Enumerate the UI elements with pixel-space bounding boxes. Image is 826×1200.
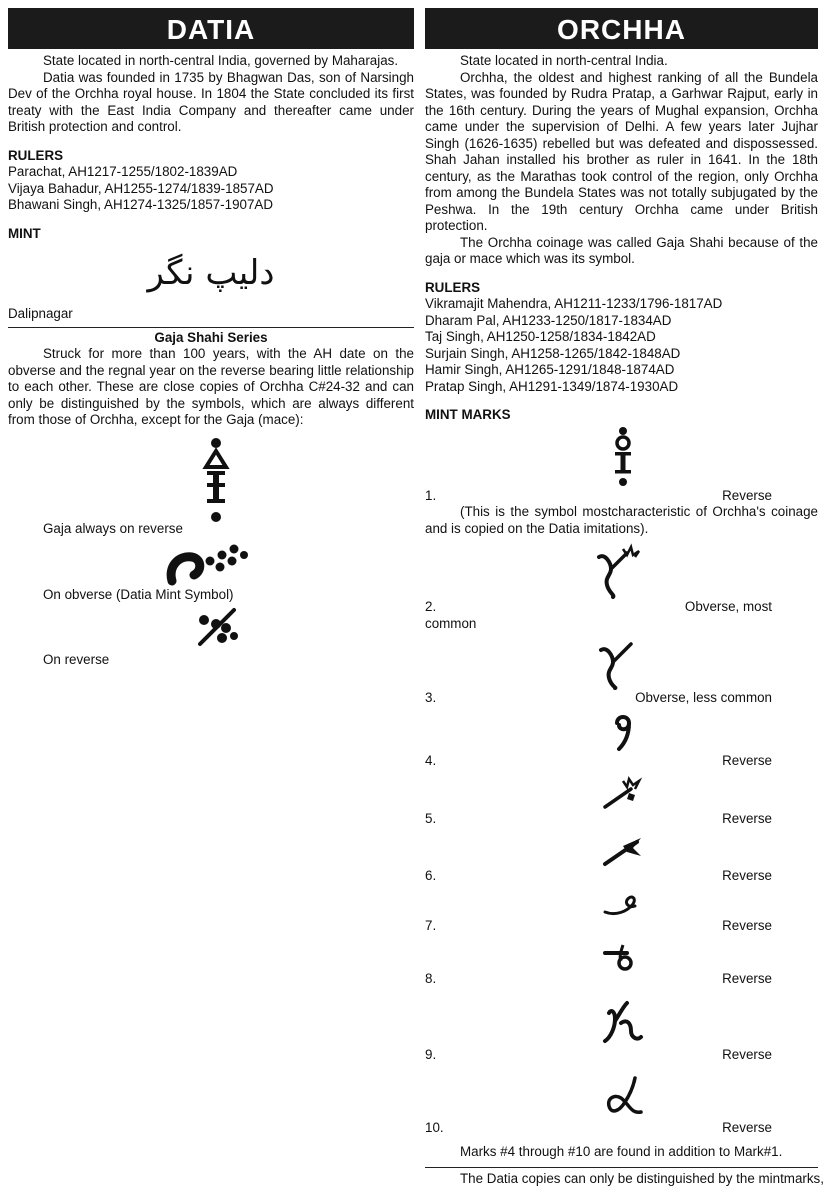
mark-side: Reverse xyxy=(722,918,772,933)
ruler-item: Vikramajit Mahendra, AH1211-1233/1796-1817AD xyxy=(425,296,723,311)
mark-side: Reverse xyxy=(722,487,772,503)
ruler-item: Bhawani Singh, AH1274-1325/1857-1907AD xyxy=(8,197,274,212)
mint-mark-1-gaja xyxy=(611,426,635,488)
mint-mark-1 xyxy=(425,488,818,505)
mint-mark-10-symbol xyxy=(603,1074,647,1120)
mint-mark-6-symbol xyxy=(601,834,645,868)
mark-number: 7. xyxy=(425,918,437,933)
mint-mark-5-symbol xyxy=(601,775,645,811)
mark-number: 9. xyxy=(425,1047,437,1062)
orchha-history: Orchha, the oldest and highest ranking of all the Bundela States, was founded by Rudra Pratap, a Garhwar Rajput, early in the 16th century. During the years of Mughal expansion, Orchha came under the supervision of Delhi. A few years later Jujhar Singh (1626-1635) rebelled but was defeated and dispossessed. Shah Jahan installed his brother as ruler in 1641. In the 18th century, as the Marathas took control of the region, only Orchha from among the Bundela States was not totally subjugated by the Peshwa. In the 19th century Orchha came under British protection. xyxy=(425,69,818,233)
orchha-rulers-heading: RULERS xyxy=(425,279,481,295)
datia-copies-text: The Datia copies can only be distinguished by the mintmarks, xyxy=(460,1170,824,1186)
mint-name: Dalipnagar xyxy=(8,306,73,321)
orchha-title: ORCHHA xyxy=(425,8,818,49)
mint-mark-9 xyxy=(425,1047,818,1064)
mark-number: 3. xyxy=(425,690,437,705)
mint-urdu-script: دلیپ نگر xyxy=(147,253,275,293)
mint-mark-3-symbol xyxy=(597,638,637,690)
datia-column xyxy=(8,8,414,668)
datia-mint-symbol xyxy=(166,539,256,587)
mint-marks-heading: MINT MARKS xyxy=(425,407,511,422)
datia-title: DATIA xyxy=(8,8,414,49)
mark-side: Obverse, less common xyxy=(635,690,772,705)
datia-mint-heading: MINT xyxy=(8,225,41,241)
mint-mark-8-symbol xyxy=(601,941,645,971)
orchha-rulers-list xyxy=(425,296,818,395)
mint-mark-2-symbol xyxy=(595,543,641,599)
ruler-item: Hamir Singh, AH1265-1291/1848-1874AD xyxy=(425,362,675,377)
datia-history: Datia was founded in 1735 by Bhagwan Das, son of Narsingh Dev of the Orchha royal house. In 1804 the State concluded its first treaty with the East India Company and thereafter came under British protection and control. xyxy=(8,69,414,134)
mark-number: 5. xyxy=(425,811,437,826)
mark-number: 8. xyxy=(425,970,437,986)
ruler-item: Pratap Singh, AH1291-1349/1874-1930AD xyxy=(425,378,679,394)
series-heading: Gaja Shahi Series xyxy=(154,329,268,345)
mint-mark-2 xyxy=(425,599,818,616)
mark-side: Reverse xyxy=(722,811,772,826)
symbol-caption: Gaja always on reverse xyxy=(43,520,183,536)
mint-mark-6 xyxy=(425,868,818,885)
mark-side-continued: common xyxy=(425,615,477,631)
symbol-caption: On obverse (Datia Mint Symbol) xyxy=(43,587,234,602)
mark-number: 2. xyxy=(425,599,437,614)
marks-footnote: Marks #4 through #10 are found in addition to Mark#1. xyxy=(460,1144,783,1159)
mark-number: 10. xyxy=(425,1119,444,1135)
mint-mark-7 xyxy=(425,918,818,935)
mark-side: Reverse xyxy=(722,1119,772,1135)
datia-reverse-symbol xyxy=(194,604,244,648)
ruler-item: Surjain Singh, AH1258-1265/1842-1848AD xyxy=(425,345,681,361)
mark-number: 4. xyxy=(425,752,437,768)
orchha-intro: State located in north-central India. xyxy=(460,53,668,68)
section-divider xyxy=(425,1167,818,1168)
ruler-item: Dharam Pal, AH1233-1250/1817-1834AD xyxy=(425,312,672,328)
mint-mark-10 xyxy=(425,1120,818,1137)
mint-mark-5 xyxy=(425,811,818,828)
mint-mark-3 xyxy=(425,690,818,707)
gaja-mace-symbol xyxy=(196,435,236,527)
symbol-caption: On reverse xyxy=(43,651,110,667)
mark-side: Obverse, most xyxy=(684,599,772,614)
datia-rulers-heading: RULERS xyxy=(8,147,64,163)
mint-mark-9-symbol xyxy=(601,997,645,1047)
section-divider xyxy=(8,327,414,328)
datia-rulers-list xyxy=(8,164,414,214)
mark-number: 6. xyxy=(425,867,437,883)
mark-side: Reverse xyxy=(722,752,772,768)
ruler-item: Vijaya Bahadur, AH1255-1274/1839-1857AD xyxy=(8,180,274,196)
orchha-coinage-note: The Orchha coinage was called Gaja Shahi because of the gaja or mace which was its symbol. xyxy=(425,234,818,266)
mark-number: 1. xyxy=(425,487,437,503)
orchha-column xyxy=(425,8,824,1187)
series-text: Struck for more than 100 years, with the AH date on the obverse and the regnal year on the reverse bearing little relationship to each other. These are close copies of Orchha C#24-32 and can only be distinguished by the symbols, which are always different from those of Orchha, except for the Gaja (mace): xyxy=(8,346,414,427)
mint-mark-7-symbol xyxy=(601,890,645,918)
ruler-item: Taj Singh, AH1250-1258/1834-1842AD xyxy=(425,329,656,344)
mark-side: Reverse xyxy=(722,970,772,986)
mint-mark-4-symbol xyxy=(611,713,635,753)
mark-side: Reverse xyxy=(722,1047,772,1062)
datia-intro: State located in north-central India, governed by Maharajas. xyxy=(43,53,399,68)
ruler-item: Parachat, AH1217-1255/1802-1839AD xyxy=(8,164,238,179)
mint-mark-8 xyxy=(425,971,818,988)
mark-side: Reverse xyxy=(722,867,772,883)
mark-1-note: (This is the symbol mostcharacteristic of Orchha's coinage and is copied on the Datia imitations). xyxy=(425,504,818,536)
mint-mark-4 xyxy=(425,753,818,770)
